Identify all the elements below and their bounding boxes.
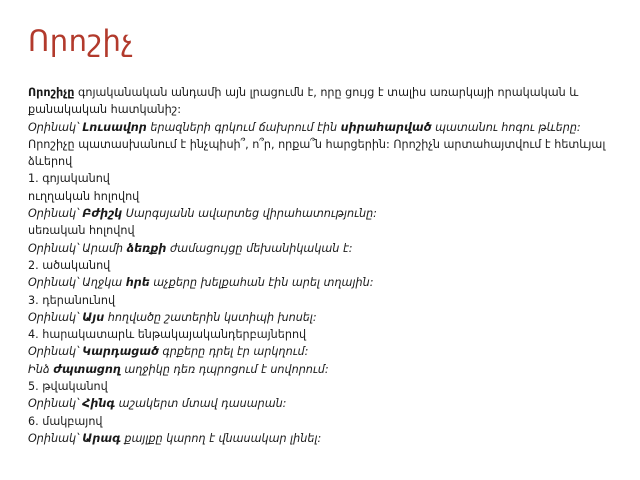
example-bold-word: ժպտացող <box>53 362 121 376</box>
example-line: Ինձ ժպտացող աղջիկը դեռ դպրոցում է սովորում: <box>28 362 329 376</box>
example-bold-word: Այս <box>82 310 105 324</box>
example-line: Օրինակ՝ Արամի ձեռքի ժամացույցը մեխանիկական է: <box>28 241 353 255</box>
example-line: Օրինակ՝ Լուսավոր երազների գրկում ճախրում էին սիրահարված պատանու հոգու թևերը: <box>28 120 581 134</box>
example-bold-word: հրե <box>125 276 150 290</box>
section-heading: 2. ածականով <box>28 258 111 272</box>
section-heading: 5. թվականով <box>28 380 108 394</box>
example-bold-word: ձեռքի <box>126 241 167 255</box>
definition-text: գոյականական անդամի այն լրացումն է, որը ցույց է տալիս առարկայի որակական և քանակական հատկանիշ: <box>28 86 579 117</box>
example-bold-word: Արագ <box>82 431 121 445</box>
section-heading: 4. հարակատարև ենթակայականդերբայներով <box>28 328 307 342</box>
sub-heading: ուղղական հոլովով <box>28 189 140 203</box>
example-bold-word: Հինգ <box>82 397 116 411</box>
example-line: Օրինակ՝ Հինգ աշակերտ մտավ դասարան: <box>28 397 287 411</box>
section-heading: 1. գոյականով <box>28 172 110 186</box>
example-line: Օրինակ՝ Արագ քայլքը կարող է վնասակար լինել: <box>28 431 322 445</box>
section-heading: 6. մակբայով <box>28 414 103 428</box>
example-bold-word: Բժիշկ <box>82 207 123 221</box>
intro-paragraph: Որոշիչը պատասխանում է ինչպիսի՞, ո՞ր, որքա՞ն հարցերին: Որոշիչն արտահայտվում է հետևյալ ձևերով <box>28 137 606 169</box>
example-line: Օրինակ՝ Բժիշկ Սարգսյանն ավարտեց վիրահատությունը: <box>28 207 377 221</box>
section-heading: 3. դերանունով <box>28 293 116 307</box>
example-bold-word: սիրահարված <box>340 120 432 134</box>
example-bold-word: Լուսավոր <box>82 120 147 134</box>
example-line: Օրինակ՝ Կարդացած գրքերը դրել էր արկղում: <box>28 345 309 359</box>
sub-heading: սեռական հոլովով <box>28 224 135 238</box>
example-line: Օրինակ՝ Աղջկա հրե աչքերը խելքահան էին արել տղային: <box>28 276 374 290</box>
slide-title: Որոշիչ <box>28 24 134 58</box>
example-line: Օրինակ՝ Այս հողվածը շատերին կստիպի խոսել: <box>28 310 317 324</box>
slide-content <box>28 84 620 447</box>
definition-term: Որոշիչը <box>28 86 75 99</box>
example-bold-word: Կարդացած <box>82 345 159 359</box>
definition-paragraph <box>28 84 620 119</box>
